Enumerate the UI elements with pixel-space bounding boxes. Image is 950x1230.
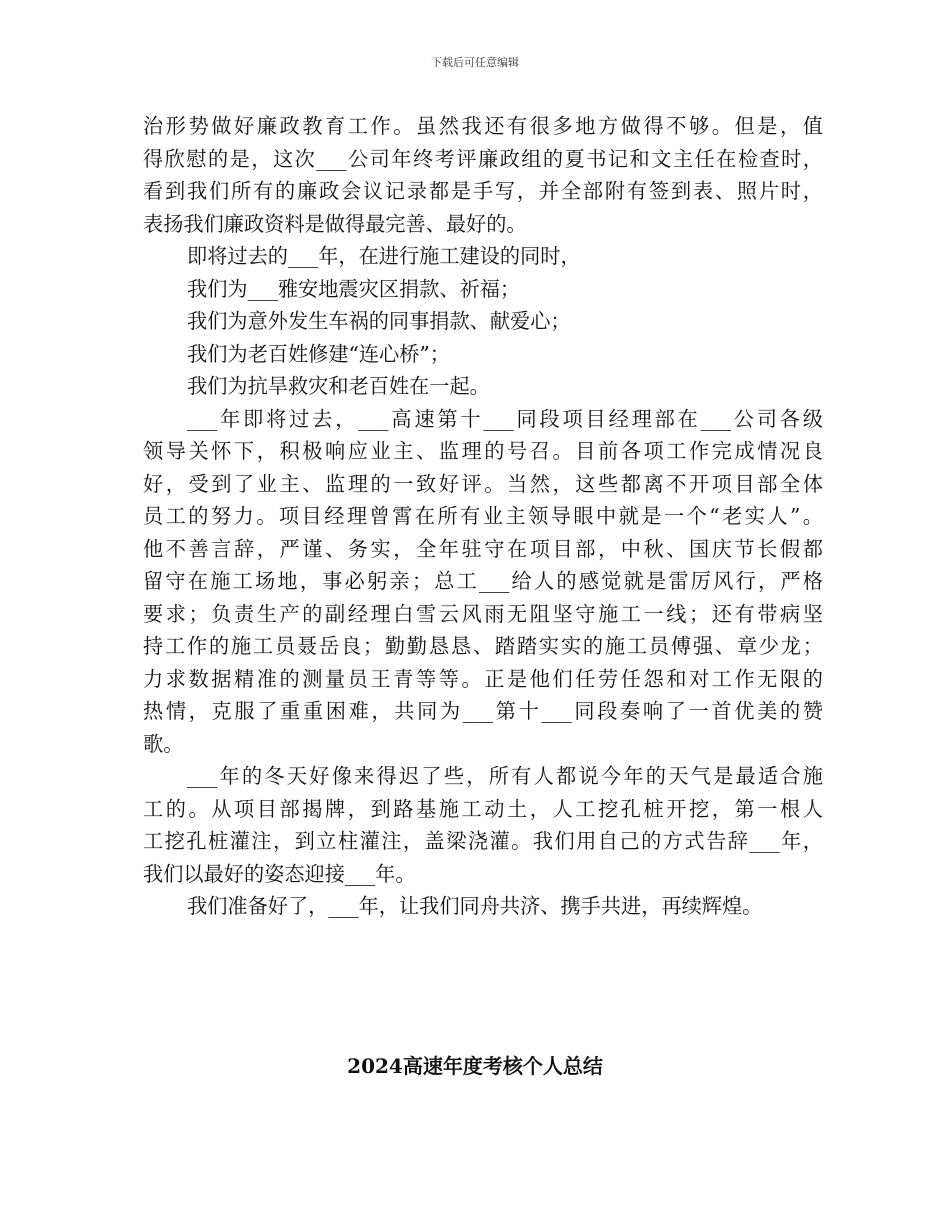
body-line: 即将过去的___年，在进行施工建设的同时， (187, 244, 581, 268)
body-line: 工挖孔桩灌注，到立柱灌注，盖梁浇灌。我们用自己的方式告辞___年， (143, 829, 823, 853)
body-line: 我们为老百姓修建“连心桥”； (187, 341, 450, 366)
header-note: 下载后可任意编辑 (431, 56, 519, 69)
body-line: 热情，克服了重重困难，共同为___第十___同段奏响了一首优美的赞 (143, 699, 823, 723)
body-line: 得欣慰的是，这次___公司年终考评廉政组的夏书记和文主任在检查时， (143, 146, 823, 171)
body-line: ___年即将过去，___高速第十___同段项目经理部在___公司各级 (187, 406, 823, 431)
document-body (143, 110, 823, 923)
body-line: 我们为___雅安地震灾区捐款、祈福； (187, 276, 521, 301)
body-line: 我们准备好了，___年，让我们同舟共济、携手共进，再续辉煌。 (187, 894, 763, 918)
body-line: 好，受到了业主、监理的一致好评。当然，这些都离不开项目部全体 (143, 471, 823, 496)
body-line: 力求数据精准的测量员王青等等。正是他们任劳任怨和对工作无限的 (143, 666, 823, 691)
body-line: 治形势做好廉政教育工作。虽然我还有很多地方做得不够。但是，值 (143, 114, 823, 138)
body-line: 表扬我们廉政资料是做得最完善、最好的。 (143, 211, 527, 236)
body-line: ___年的冬天好像来得迟了些，所有人都说今年的天气是最适合施 (187, 764, 823, 788)
body-line: 看到我们所有的廉政会议记录都是手写，并全部附有签到表、照片时， (143, 179, 823, 203)
body-line: 我们以最好的姿态迎接___年。 (143, 861, 416, 886)
body-line: 他不善言辞，严谨、务实，全年驻守在项目部，中秋、国庆节长假都 (143, 536, 823, 561)
body-line: 领导关怀下，积极响应业主、监理的号召。目前各项工作完成情况良 (143, 439, 823, 463)
body-line: 工的。从项目部揭牌，到路基施工动土，人工挖孔桩开挖，第一根人 (143, 796, 823, 821)
body-line: 我们为抗旱救灾和老百姓在一起。 (187, 374, 490, 398)
body-line: 要求；负责生产的副经理白雪云风雨无阻坚守施工一线；还有带病坚 (143, 601, 823, 626)
body-line: 持工作的施工员聂岳良；勤勤恳恳、踏踏实实的施工员傅强、章少龙； (143, 634, 823, 658)
section-title: 2024高速年度考核个人总结 (347, 1054, 603, 1078)
body-line: 员工的努力。项目经理曾霄在所有业主领导眼中就是一个“老实人”。 (143, 504, 823, 528)
body-line: 我们为意外发生车祸的同事捐款、献爱心； (187, 309, 571, 333)
body-line: 留守在施工场地，事必躬亲；总工___给人的感觉就是雷厉风行，严格 (143, 569, 823, 593)
body-line: 歌。 (143, 731, 184, 756)
